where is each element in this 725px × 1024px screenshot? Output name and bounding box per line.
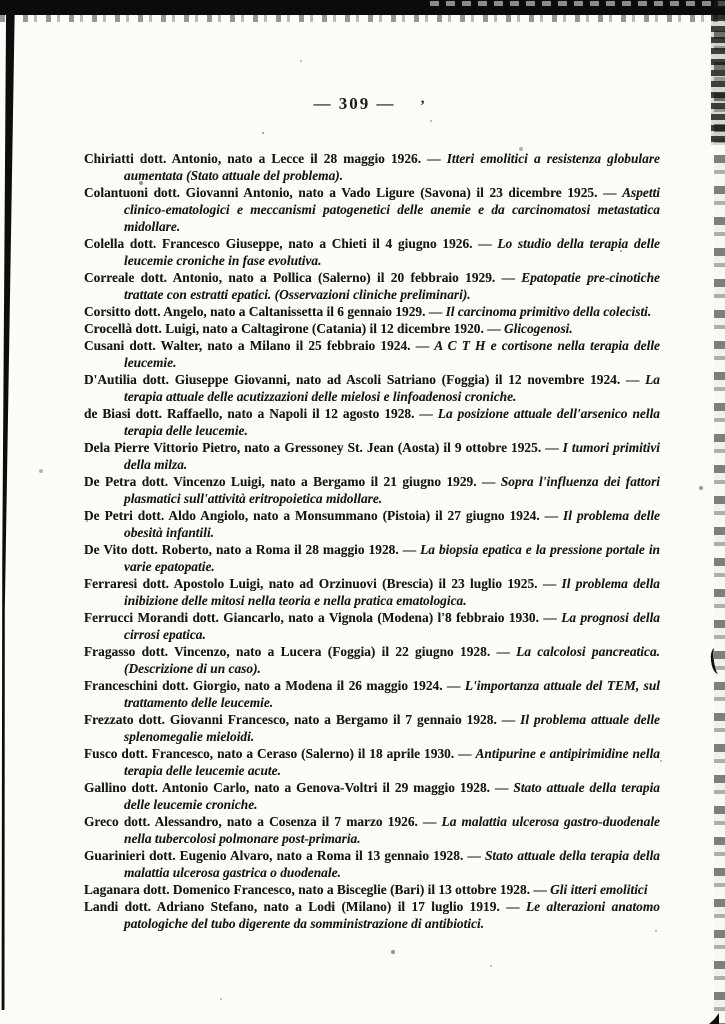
entry-title: L'importanza attuale del TEM, sul trattamento delle leucemie. bbox=[124, 678, 660, 710]
entry bbox=[84, 184, 660, 235]
entry-title: Antipurine e antipirimidine nella terapia delle leucemie acute. bbox=[124, 746, 660, 778]
entry-title: Lo studio della terapia delle leucemie croniche in fase evolutiva. bbox=[124, 236, 660, 268]
em-dash-separator: — bbox=[421, 151, 447, 166]
entry-title: Il carcinoma primitivo della colecisti. bbox=[445, 304, 652, 319]
entry-name: Fragasso dott. Vincenzo, nato a Lucera (Foggia) il 22 giugno 1928. bbox=[84, 644, 491, 659]
entry-title: Sopra l'influenza dei fattori plasmatici sull'attività eritropoietica midollare. bbox=[124, 474, 661, 506]
entry-title: La biopsia epatica e la pressione portale in varie epatopatie. bbox=[124, 542, 660, 574]
entry bbox=[84, 507, 660, 541]
em-dash-separator: — bbox=[538, 610, 562, 625]
scan-artifact-top-texture bbox=[430, 1, 725, 6]
entry-title: Il problema attuale delle splenomegalie mieloidi. bbox=[124, 712, 660, 744]
entry-name: Greco dott. Alessandro, nato a Cosenza il 7 marzo 1926. bbox=[84, 814, 418, 829]
em-dash-separator: — bbox=[463, 848, 485, 863]
entry-name: Colantuoni dott. Giovanni Antonio, nato a Vado Ligure (Savona) il 23 dicembre 1925. bbox=[84, 185, 598, 200]
entry bbox=[84, 269, 660, 303]
entry bbox=[84, 439, 660, 473]
entry bbox=[84, 575, 660, 609]
entry bbox=[84, 677, 660, 711]
scan-artifact-right-strip-top bbox=[711, 15, 725, 145]
entry-name: Ferraresi dott. Apostolo Luigi, nato ad Orzinuovi (Brescia) il 23 luglio 1925. bbox=[84, 576, 538, 591]
entry-title: Epatopatie pre-cinotiche trattate con estratti epatici. (Osservazioni cliniche preliminari). bbox=[124, 270, 660, 302]
entry-name: Franceschini dott. Giorgio, nato a Modena il 26 maggio 1924. bbox=[84, 678, 443, 693]
em-dash-separator: — bbox=[476, 474, 501, 489]
entry-name: Correale dott. Antonio, nato a Pollica (Salerno) il 20 febbraio 1929. bbox=[84, 270, 496, 285]
em-dash-separator: — bbox=[417, 814, 442, 829]
em-dash-separator: — bbox=[490, 780, 514, 795]
scan-speckles bbox=[0, 0, 2, 2]
entry bbox=[84, 779, 660, 813]
entry-title: Gli itteri emolitici bbox=[550, 882, 648, 897]
em-dash-separator: — bbox=[499, 899, 526, 914]
em-dash-separator: — bbox=[495, 270, 522, 285]
scan-artifact-left-strip bbox=[0, 10, 16, 1010]
entry-name: Gallino dott. Antonio Carlo, nato a Genova-Voltri il 29 maggio 1928. bbox=[84, 780, 491, 795]
entry-name: Chiriatti dott. Antonio, nato a Lecce il 28 maggio 1926. bbox=[84, 151, 422, 166]
entry-title: La terapia attuale delle acutizzazioni delle mielosi e linfoadenosi croniche. bbox=[124, 372, 660, 404]
entry-name: Guarinieri dott. Eugenio Alvaro, nato a Roma il 13 gennaio 1928. bbox=[84, 848, 464, 863]
entry bbox=[84, 898, 660, 932]
em-dash-separator: — bbox=[530, 882, 551, 897]
entry bbox=[84, 337, 660, 371]
em-dash-separator: — bbox=[425, 304, 446, 319]
scan-artifact-right-strip bbox=[714, 0, 725, 1024]
entry bbox=[84, 541, 660, 575]
entry-name: Dela Pierre Vittorio Pietro, nato a Gressoney St. Jean (Aosta) il 9 ottobre 1925. bbox=[84, 440, 542, 455]
entry-name: Cusani dott. Walter, nato a Milano il 25 febbraio 1924. bbox=[84, 338, 411, 353]
entry bbox=[84, 711, 660, 745]
em-dash-separator: — bbox=[490, 644, 517, 659]
entry-title: Glicogenosi. bbox=[503, 321, 573, 336]
entry-title: La prognosi della cirrosi epatica. bbox=[124, 610, 661, 642]
entry bbox=[84, 813, 660, 847]
page-header bbox=[0, 94, 725, 114]
em-dash-separator: — bbox=[414, 406, 438, 421]
entry-name: Ferrucci Morandi dott. Giancarlo, nato a Vignola (Modena) l'8 febbraio 1930. bbox=[84, 610, 539, 625]
em-dash-separator: — bbox=[472, 236, 498, 251]
entry-name: De Petri dott. Aldo Angiolo, nato a Monsummano (Pistoia) il 27 giugno 1924. bbox=[84, 508, 540, 523]
entry-title: Il problema della inibizione delle mitosi nella teoria e nella pratica ematologica. bbox=[124, 576, 660, 608]
em-dash-separator: — bbox=[537, 576, 562, 591]
em-dash-separator: — bbox=[496, 712, 521, 727]
entry-name: Colella dott. Francesco Giuseppe, nato a Chieti il 4 giugno 1926. bbox=[84, 236, 473, 251]
entry bbox=[84, 405, 660, 439]
page-number: — 309 — bbox=[313, 94, 396, 113]
em-dash-separator: — bbox=[620, 372, 646, 387]
em-dash-separator: — bbox=[539, 508, 564, 523]
entry-name: Landi dott. Adriano Stefano, nato a Lodi (Milano) il 17 luglio 1919. bbox=[84, 899, 500, 914]
entry-name: Laganara dott. Domenico Francesco, nato a Bisceglie (Bari) il 13 ottobre 1928. bbox=[84, 882, 531, 897]
entry-title: A C T H e cortisone nella terapia delle leucemie. bbox=[124, 338, 660, 370]
entry-title: Il problema delle obesità infantili. bbox=[124, 508, 660, 540]
entry-name: Crocellà dott. Luigi, nato a Caltagirone (Catania) il 12 dicembre 1920. bbox=[84, 321, 484, 336]
entry bbox=[84, 150, 660, 184]
entry bbox=[84, 847, 660, 881]
entry-title: La malattia ulcerosa gastro-duodenale nella tubercolosi polmonare post-primaria. bbox=[124, 814, 660, 846]
entry bbox=[84, 303, 660, 320]
entry-title: Stato attuale della terapia delle leucemie croniche. bbox=[124, 780, 660, 812]
em-dash-separator: — bbox=[398, 542, 421, 557]
entry bbox=[84, 881, 660, 898]
entry-name: Frezzato dott. Giovanni Francesco, nato a Bergamo il 7 gennaio 1928. bbox=[84, 712, 497, 727]
entry bbox=[84, 473, 660, 507]
entry bbox=[84, 609, 660, 643]
entry-title: La posizione attuale dell'arsenico nella terapia delle leucemie. bbox=[124, 406, 660, 438]
entry bbox=[84, 235, 660, 269]
entry-name: de Biasi dott. Raffaello, nato a Napoli il 12 agosto 1928. bbox=[84, 406, 415, 421]
em-dash-separator: — bbox=[541, 440, 563, 455]
entry-name: Fusco dott. Francesco, nato a Ceraso (Salerno) il 18 aprile 1930. bbox=[84, 746, 455, 761]
entry-title: La calcolosi pancreatica. (Descrizione di un caso). bbox=[124, 644, 660, 676]
entry bbox=[84, 371, 660, 405]
entry-name: Corsitto dott. Angelo, nato a Caltanissetta il 6 gennaio 1929. bbox=[84, 304, 426, 319]
em-dash-separator: — bbox=[410, 338, 435, 353]
entry-name: D'Autilia dott. Giuseppe Giovanni, nato ad Ascoli Satriano (Foggia) il 12 novembre 1924. bbox=[84, 372, 621, 387]
entry-title: I tumori primitivi della milza. bbox=[124, 440, 660, 472]
entry-title: Le alterazioni anatomo patologiche del tubo digerente da somministrazione di antibiotici. bbox=[124, 899, 660, 931]
entry-name: De Petra dott. Vincenzo Luigi, nato a Bergamo il 21 giugno 1929. bbox=[84, 474, 477, 489]
em-dash-separator: — bbox=[483, 321, 504, 336]
scan-artifact-top-ragged-edge bbox=[0, 15, 725, 22]
scan-artifact-top-band bbox=[0, 0, 725, 15]
ink-tick-mark: ’ bbox=[420, 98, 425, 114]
entry-title: Aspetti clinico-ematologici e meccanismi patogenetici delle anemie e da carcinomatosi metastatica midollare. bbox=[124, 185, 661, 234]
entry-title: Stato attuale della terapia della malattia ulcerosa gastrica o duodenale. bbox=[124, 848, 660, 880]
em-dash-separator: — bbox=[597, 185, 623, 200]
em-dash-separator: — bbox=[454, 746, 476, 761]
em-dash-separator: — bbox=[442, 678, 465, 693]
entry bbox=[84, 643, 660, 677]
entry bbox=[84, 320, 660, 337]
entry-name: De Vito dott. Roberto, nato a Roma il 28 maggio 1928. bbox=[84, 542, 399, 557]
entries-list bbox=[84, 150, 660, 932]
entry-title: Itteri emolitici a resistenza globulare aumentata (Stato attuale del problema). bbox=[124, 151, 661, 183]
entry bbox=[84, 745, 660, 779]
